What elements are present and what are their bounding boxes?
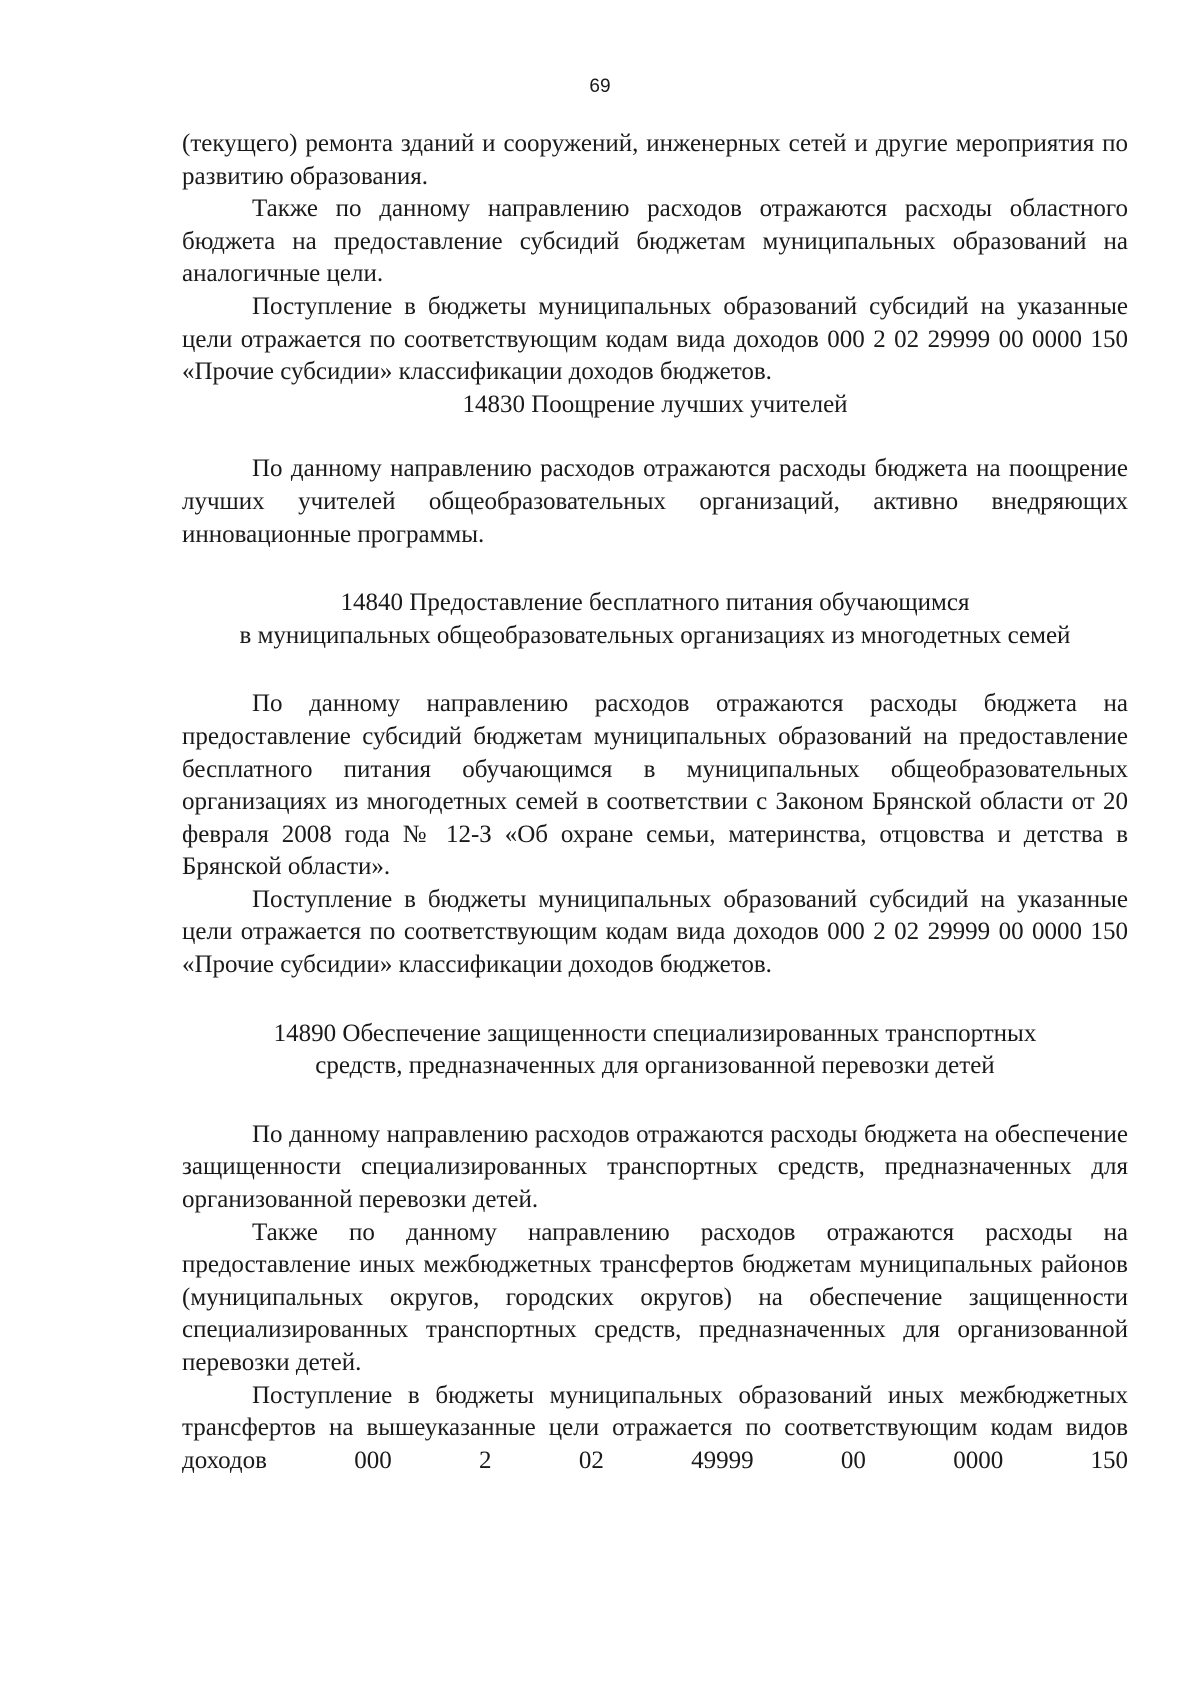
document-body [182,128,1128,1477]
heading-line: 14890 Обеспечение защищенности специализированных транспортных [273,1019,1037,1047]
paragraph-income-codes: Поступление в бюджеты муниципальных образований субсидий на указанные цели отражается по соответствующим кодам вида доходов 000 2 02 29999 00 0000 150 «Прочие субсидии» классификации доходов бюджетов. [182,292,1128,386]
heading-line: 14830 Поощрение лучших учителей [462,390,848,418]
paragraph-best-teachers: По данному направлению расходов отражаются расходы бюджета на поощрение лучших учителей общеобразовательных организаций, активно внедряющих инновационные программы. [182,455,1128,548]
paragraph-regional-subsidies: Также по данному направлению расходов отражаются расходы областного бюджета на предоставление субсидий бюджетам муниципальных образований на аналогичные цели. [182,195,1128,288]
spacer [182,652,1128,688]
spacer [182,982,1128,1018]
paragraph-interbudget-transfers: Также по данному направлению расходов отражаются расходы на предоставление иных межбюджетных трансфертов бюджетам муниципальных районов (муниципальных округов, городских округов) на обеспечение защищенности специализированных транспортных средств, предназначенных для организованной перевозки детей. [182,1218,1128,1376]
heading-line: средств, предназначенных для организованной перевозки детей [315,1052,995,1080]
paragraph-transfers-income-codes: Поступление в бюджеты муниципальных образований иных межбюджетных трансфертов на вышеуказанные цели отражается по соответствующим кодам видов доходов 000 2 02 49999 00 0000 150 [182,1381,1128,1474]
paragraph-repair-continuation: (текущего) ремонта зданий и сооружений, инженерных сетей и другие мероприятия по развитию образования. [182,130,1128,190]
heading-line: 14840 Предоставление бесплатного питания обучающимся [340,589,970,617]
spacer [182,551,1128,587]
section-heading-14840 [182,587,1128,652]
section-heading-14830 [182,389,1128,422]
paragraph-free-meals: По данному направлению расходов отражаются расходы бюджета на предоставление субсидий бюджетам муниципальных образований на предоставление бесплатного питания обучающимся в муниципальных общеобразовательных организациях из многодетных семей в соответствии с Законом Брянской области от 20 февраля 2008 года № 12-З «Об охране семьи, материнства, отцовства и детства в Брянской области». [182,690,1128,881]
heading-line: в муниципальных общеобразовательных организациях из многодетных семей [239,621,1071,649]
paragraph-free-meals-income-codes: Поступление в бюджеты муниципальных образований субсидий на указанные цели отражается по соответствующим кодам вида доходов 000 2 02 29999 00 0000 150 «Прочие субсидии» классификации доходов бюджетов. [182,885,1128,979]
spacer [182,421,1128,453]
page-number: 69 [589,76,611,97]
paragraph-transport-security: По данному направлению расходов отражаются расходы бюджета на обеспечение защищенности специализированных транспортных средств, предназначенных для организованной перевозки детей. [182,1120,1128,1214]
spacer [182,1083,1128,1119]
section-heading-14890 [182,1018,1128,1083]
